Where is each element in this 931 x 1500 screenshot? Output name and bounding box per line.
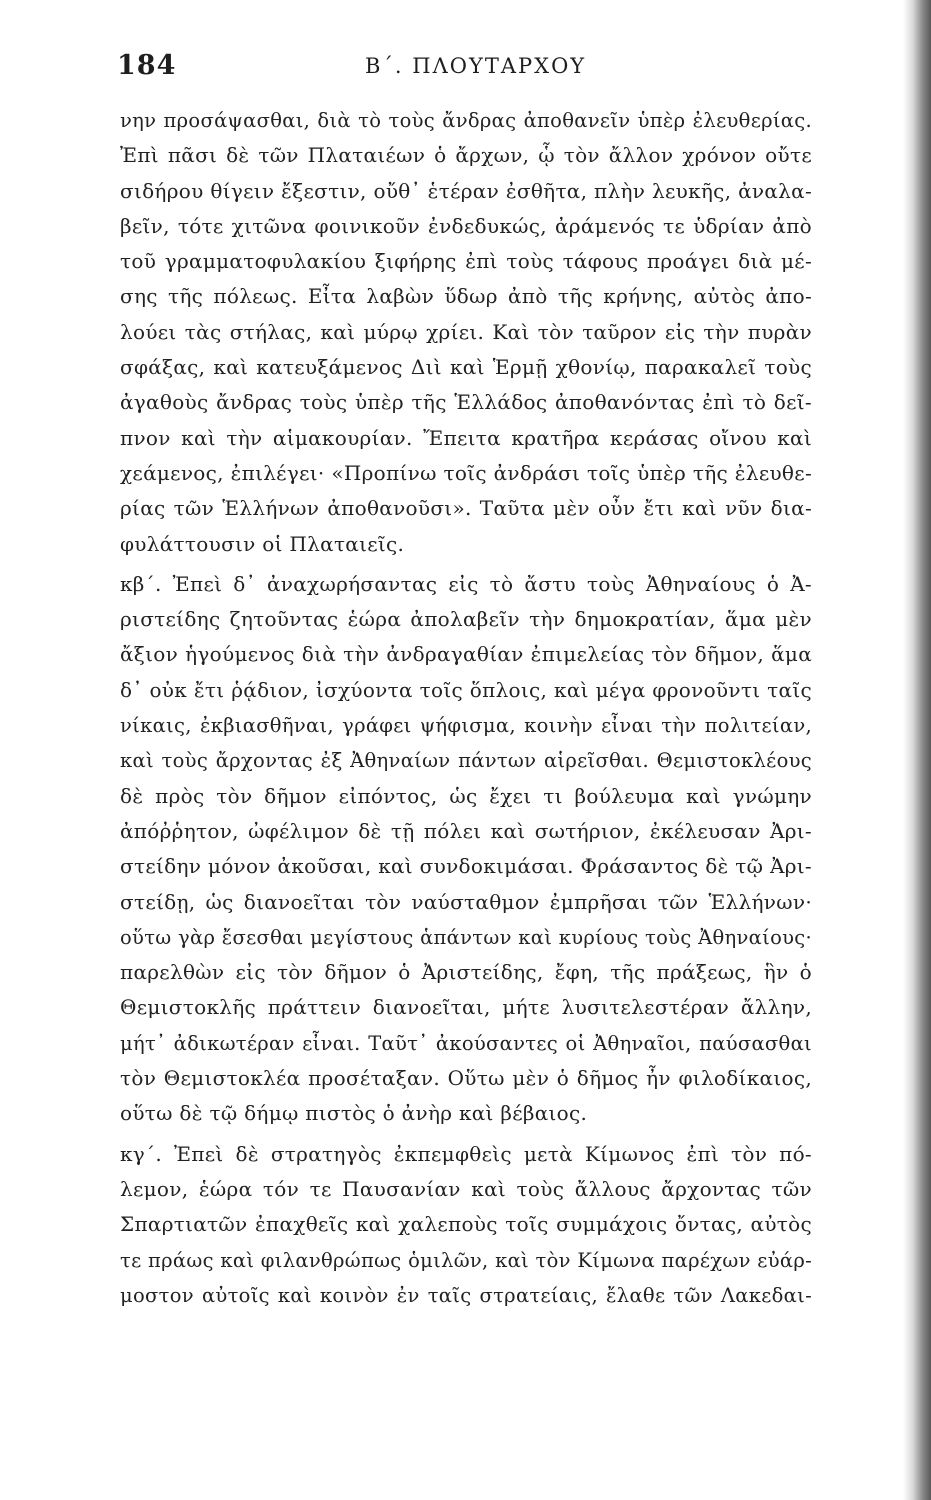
text-line: μοστον αὐτοῖς καὶ κοινὸν ἐν ταῖς στρατείαις, ἔλαθε τῶν Λακεδαι- [120,1283,812,1307]
text-line: παρελθὼν εἰς τὸν δῆμον ὁ Ἀριστείδης, ἔφη, τῆς πράξεως, ἣν ὁ [120,960,812,985]
text-line: Θεμιστοκλῆς πράττειν διανοεῖται, μήτε λυσιτελεστέραν ἄλλην, [120,995,812,1020]
text-line: τοῦ γραμματοφυλακίου ξιφήρης ἐπὶ τοὺς τάφους προάγει διὰ μέ- [120,249,812,274]
page-number: 184 [117,50,177,81]
text-line: κβ΄. Ἐπεὶ δ᾽ ἀναχωρήσαντας εἰς τὸ ἄστυ τοὺς Ἀθηναίους ὁ Ἀ- [120,571,812,596]
text-line: στείδῃ, ὡς διανοεῖται τὸν ναύσταθμον ἐμπρῆσαι τῶν Ἑλλήνων· [120,889,812,914]
text-line: χεάμενος, ἐπιλέγει· «Προπίνω τοῖς ἀνδράσι τοῖς ὑπὲρ τῆς ἐλευθε- [120,460,812,485]
text-line: βεῖν, τότε χιτῶνα φοινικοῦν ἐνδεδυκώς, ἀράμενός τε ὑδρίαν ἀπὸ [120,213,812,238]
text-line: Σπαρτιατῶν ἐπαχθεῖς καὶ χαλεποὺς τοῖς συμμάχοις ὄντας, αὐτὸς [120,1212,812,1237]
text-line: λούει τὰς στήλας, καὶ μύρῳ χρίει. Καὶ τὸν ταῦρον εἰς τὴν πυρὰν [120,319,812,344]
text-line: τε πράως καὶ φιλανθρώπως ὁμιλῶν, καὶ τὸν Κίμωνα παρέχων εὐάρ- [120,1248,812,1272]
text-line: στείδην μόνον ἀκοῦσαι, καὶ συνδοκιμάσαι. Φράσαντος δὲ τῷ Ἀρι- [120,854,812,879]
paragraph [120,567,812,1132]
text-line: ρίας τῶν Ἑλλήνων ἀποθανοῦσι». Ταῦτα μὲν οὖν ἔτι καὶ νῦν δια- [120,496,812,521]
text-line: οὕτω γὰρ ἔσεσθαι μεγίστους ἁπάντων καὶ κυρίους τοὺς Ἀθηναίους· [120,925,812,949]
text-line: ριστείδης ζητοῦντας ἑώρα ἀπολαβεῖν τὴν δημοκρατίαν, ἅμα μὲν [120,607,812,632]
text-line: ἄξιον ἡγούμενος διὰ τὴν ἀνδραγαθίαν ἐπιμελείας τὸν δῆμον, ἅμα [120,642,812,667]
text-line: ἀπόῤῥητον, ὠφέλιμον δὲ τῇ πόλει καὶ σωτήριον, ἐκέλευσαν Ἀρι- [120,818,812,843]
text-line: φυλάττουσιν οἱ Πλαταιεῖς. [120,531,405,556]
text-line: μήτ᾽ ἀδικωτέραν εἶναι. Ταῦτ᾽ ἀκούσαντες οἱ Ἀθηναῖοι, παύσασθαι [120,1031,812,1055]
running-head: Β΄. ΠΛΟΥΤΑΡΧΟΥ [365,54,587,78]
paragraph [120,103,812,562]
text-line: ἀγαθοὺς ἄνδρας τοὺς ὑπὲρ τῆς Ἑλλάδος ἀποθανόντας ἐπὶ τὸ δεῖ- [120,390,812,415]
text-line: οὕτω δὲ τῷ δήμῳ πιστὸς ὁ ἀνὴρ καὶ βέβαιος. [120,1101,588,1126]
text-line: νίκαις, ἐκβιασθῆναι, γράφει ψήφισμα, κοινὴν εἶναι τὴν πολιτείαν, [120,714,812,738]
text-line: λεμον, ἑώρα τόν τε Παυσανίαν καὶ τοὺς ἄλλους ἄρχοντας τῶν [120,1176,812,1201]
text-line: σφάξας, καὶ κατευξάμενος Διὶ καὶ Ἑρμῇ χθονίῳ, παρακαλεῖ τοὺς [120,355,812,380]
text-line: δ᾽ οὐκ ἔτι ῥᾴδιον, ἰσχύοντα τοῖς ὅπλοις, καὶ μέγα φρονοῦντι ταῖς [120,677,812,702]
text-line: σιδήρου θίγειν ἔξεστιν, οὔθ᾽ ἑτέραν ἐσθῆτα, πλὴν λευκῆς, ἀναλα- [120,178,812,203]
text-line: νην προσάψασθαι, διὰ τὸ τοὺς ἄνδρας ἀποθανεῖν ὑπὲρ ἐλευθερίας. [120,109,812,132]
text-line: κγ΄. Ἐπεὶ δὲ στρατηγὸς ἐκπεμφθεὶς μετὰ Κίμωνος ἐπὶ τὸν πό- [120,1141,812,1166]
text-line: τὸν Θεμιστοκλέα προσέταξαν. Οὕτω μὲν ὁ δῆμος ἦν φιλοδίκαιος, [120,1066,812,1091]
text-line: καὶ τοὺς ἄρχοντας ἐξ Ἀθηναίων πάντων αἱρεῖσθαι. Θεμιστοκλέους [120,749,812,773]
page-edge-shadow [903,0,931,1500]
text-line: σης τῆς πόλεως. Εἶτα λαβὼν ὕδωρ ἀπὸ τῆς κρήνης, αὐτὸς ἀπο- [120,284,812,309]
body-text [120,103,812,1313]
text-line: δὲ πρὸς τὸν δῆμον εἰπόντος, ὡς ἔχει τι βούλευμα καὶ γνώμην [120,783,812,808]
page-header [117,44,812,84]
text-line: Ἐπὶ πᾶσι δὲ τῶν Πλαταιέων ὁ ἄρχων, ᾧ τὸν ἄλλον χρόνον οὔτε [120,143,812,168]
paragraph [120,1137,812,1313]
text-line: πνον καὶ τὴν αἱμακουρίαν. Ἔπειτα κρατῆρα κεράσας οἴνου καὶ [120,425,812,450]
